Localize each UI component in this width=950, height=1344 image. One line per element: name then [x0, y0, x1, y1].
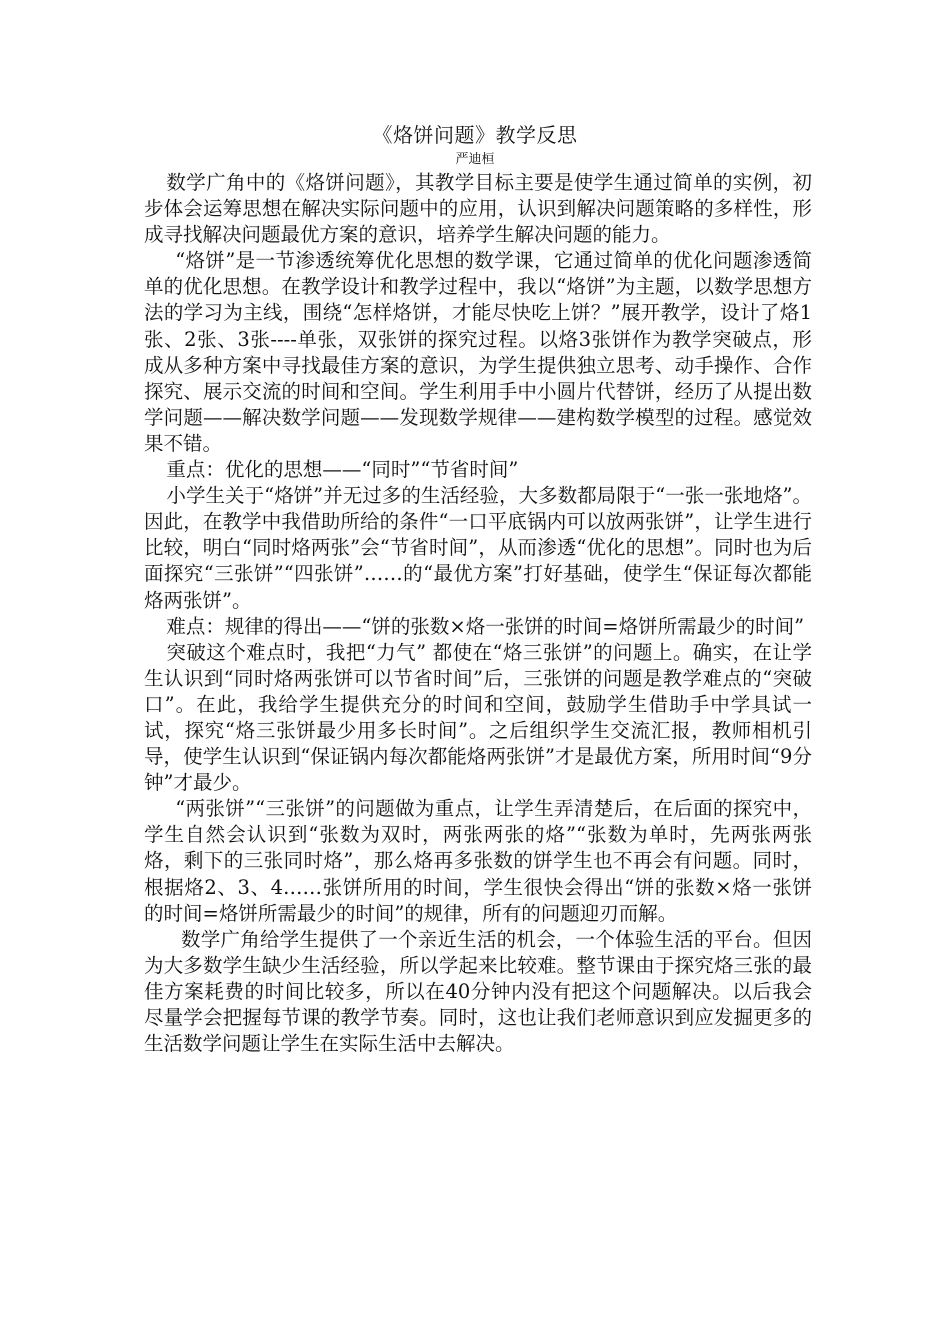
paragraph-pattern: “两张饼”“三张饼”的问题做为重点，让学生弄清楚后，在后面的探究中，学生自然会认识到“张数为双时，两张两张的烙”“张数为单时，先两张两张烙，剩下的三张同时烙”，那么烙再多张数的饼学生也不再会有问题。同时，根据烙2、3、4……张饼所用的时间，学生很快会得出“饼的张数×烙一张饼的时间=烙饼所需最少的时间”的规律，所有的问题迎刃而解。	[144, 797, 812, 925]
paragraph-lesson-overview: “烙饼”是一节渗透统筹优化思想的数学课，它通过简单的优化问题渗透简单的优化思想。在教学设计和教学过程中，我以“烙饼”为主题，以数学思想方法的学习为主线，围绕“怎样烙饼，才能尽快吃上饼？”展开教学，设计了烙1张、2张、3张----单张，双张饼的探究过程。以烙3张饼作为教学突破点，形成从多种方案中寻找最佳方案的意识，为学生提供独立思考、动手操作、合作探究、展示交流的时间和空间。学生利用手中小圆片代替饼，经历了从提出数学问题——解决数学问题——发现数学规律——建构数学模型的过程。感觉效果不错。	[144, 249, 812, 455]
document-title: 《烙饼问题》教学反思	[372, 123, 578, 147]
paragraph-difficulty-body: 突破这个难点时，我把“力气” 都使在“烙三张饼”的问题上。确实，在让学生认识到“同时烙两张饼可以节省时间”后，三张饼的问题是教学难点的“突破口”。在此，我给学生提供充分的时间和空间，鼓励学生借助手中学具试一试，探究“烙三张饼最少用多长时间”。之后组织学生交流汇报，教师相机引导，使学生认识到“保证锅内每次都能烙两张饼”才是最优方案，所用时间“9分钟”才最少。	[144, 640, 812, 795]
document-author: 严迪桓	[455, 152, 495, 167]
document-body	[144, 170, 812, 1057]
paragraph-conclusion: 数学广角给学生提供了一个亲近生活的机会，一个体验生活的平台。但因为大多数学生缺少生活经验，所以学起来比较难。整节课由于探究烙三张的最佳方案耗费的时间比较多，所以在40分钟内没有把这个问题解决。以后我会尽量学会把握每节课的教学节奏。同时，这也让我们老师意识到应发掘更多的生活数学问题让学生在实际生活中去解决。	[144, 927, 812, 1056]
paragraph-intro: 数学广角中的《烙饼问题》，其教学目标主要是使学生通过简单的实例，初步体会运筹思想在解决实际问题中的应用，认识到解决问题策略的多样性，形成寻找解决问题最优方案的意识，培养学生解决问题的能力。	[144, 171, 812, 247]
paragraph-key-point-body: 小学生关于“烙饼”并无过多的生活经验，大多数都局限于“一张一张地烙”。因此，在教学中我借助所给的条件“一口平底锅内可以放两张饼”，让学生进行比较，明白“同时烙两张”会“节省时间”，从而渗透“优化的思想”。同时也为后面探究“三张饼”“四张饼”……的“最优方案”打好基础，使学生“保证每次都能烙两张饼”。	[144, 484, 812, 612]
paragraph-difficulty-heading: 难点：规律的得出——“饼的张数×烙一张饼的时间=烙饼所需最少的时间”	[166, 614, 805, 638]
paragraph-key-point-heading: 重点：优化的思想——“同时”“节省时间”	[166, 458, 519, 482]
